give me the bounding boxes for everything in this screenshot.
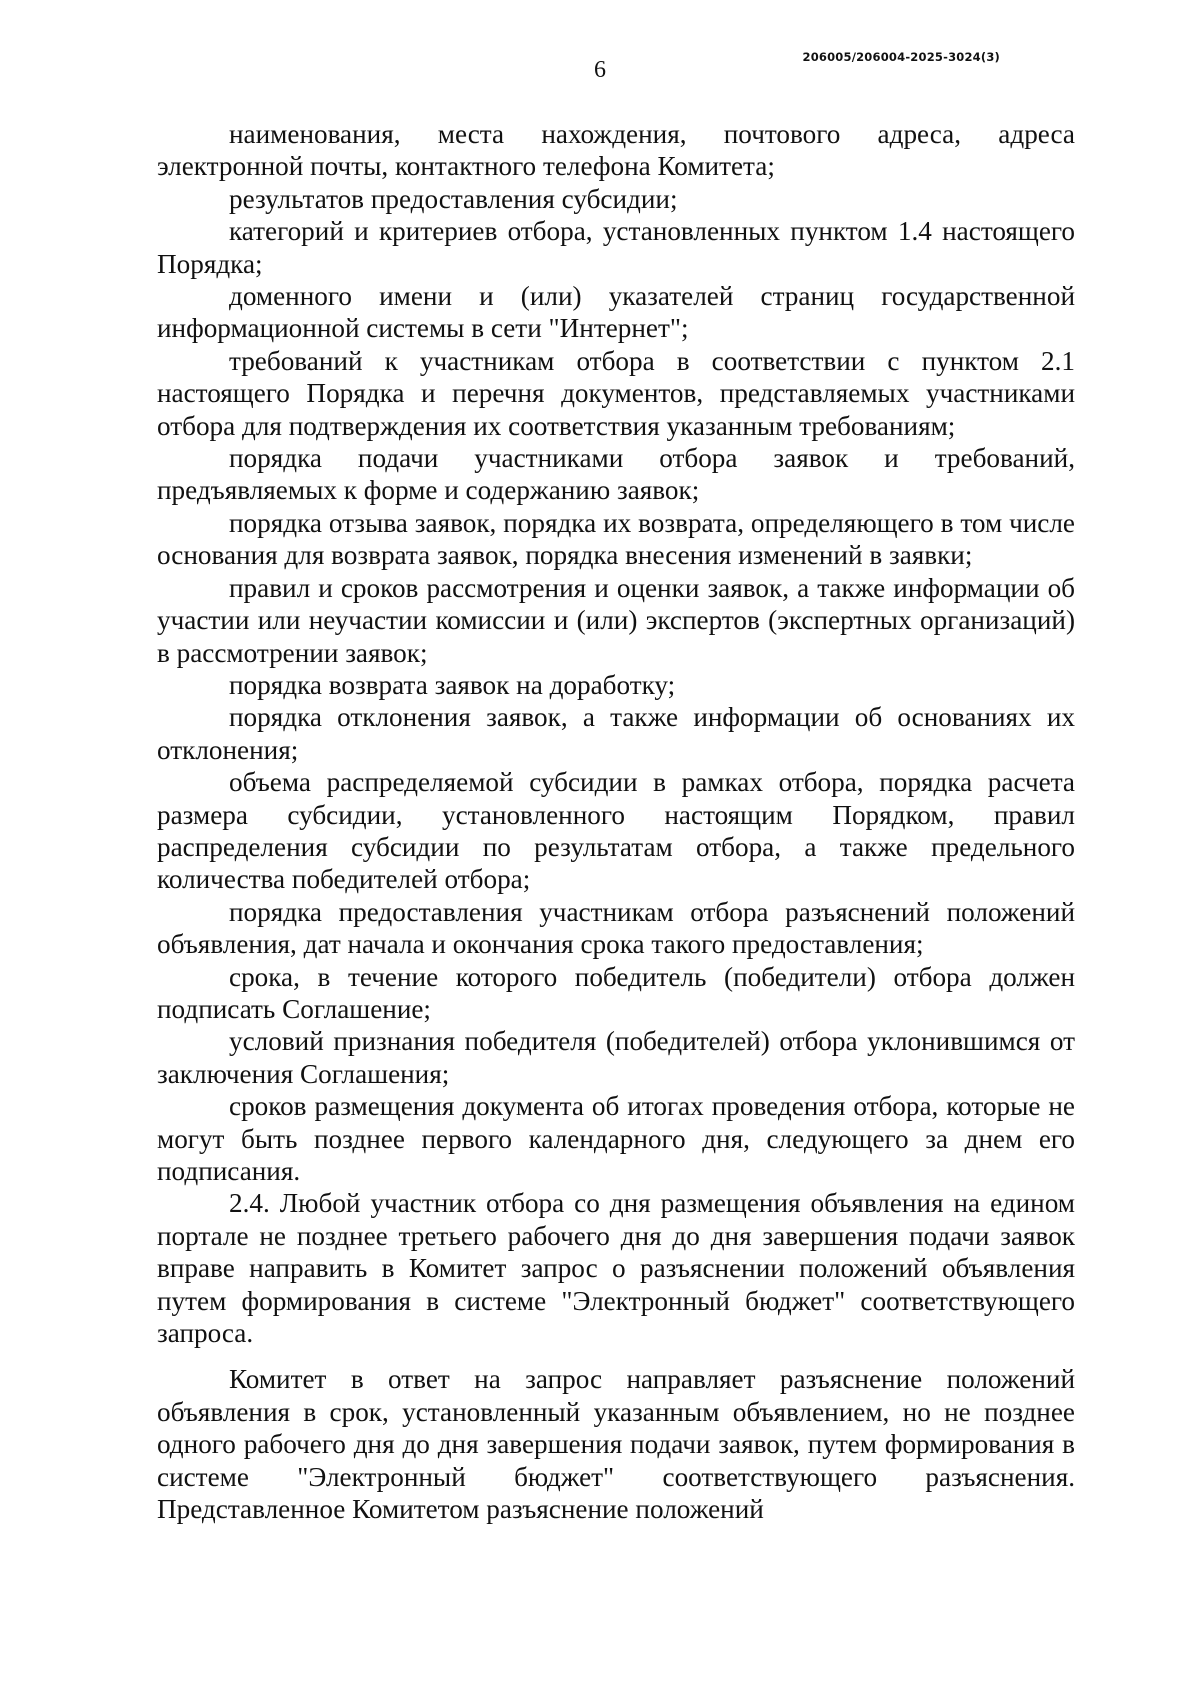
paragraph: порядка отклонения заявок, а также информации об основаниях их отклонения; [157, 702, 1075, 765]
paragraph: доменного имени и (или) указателей страниц государственной информационной системы в сети "Интернет"; [157, 281, 1075, 344]
paragraph: требований к участникам отбора в соответствии с пунктом 2.1 настоящего Порядка и перечня документов, представляемых участниками отбора для подтверждения их соответствия указанным требованиям; [157, 345, 1075, 441]
section-paragraph: 2.4. Любой участник отбора со дня размещения объявления на едином портале не позднее третьего рабочего дня до дня завершения подачи заявок вправе направить в Комитет запрос о разъяснении положений объявления путем формирования в системе "Электронный бюджет" соответствующего запроса. [157, 1188, 1075, 1349]
paragraph: срока, в течение которого победитель (победители) отбора должен подписать Соглашение; [157, 961, 1075, 1024]
document-body [157, 118, 1075, 1525]
document-id: 206005/206004-2025-3024(3) [802, 50, 1000, 64]
paragraph: категорий и критериев отбора, установленных пунктом 1.4 настоящего Порядка; [157, 216, 1075, 279]
paragraph: объема распределяемой субсидии в рамках отбора, порядка расчета размера субсидии, установленного настоящим Порядком, правил распределения субсидии по результатам отбора, а также предельного количества победителей отбора; [157, 767, 1075, 895]
paragraph: результатов предоставления субсидии; [229, 183, 678, 214]
paragraph: Комитет в ответ на запрос направляет разъяснение положений объявления в срок, установленный указанным объявлением, но не позднее одного рабочего дня до дня завершения подачи заявок, путем формирования в системе "Электронный бюджет" соответствующего разъяснения. Представленное Комитетом разъяснение положений [157, 1364, 1075, 1525]
paragraph: наименования, места нахождения, почтового адреса, адреса электронной почты, контактного телефона Комитета; [157, 119, 1075, 182]
paragraph: правил и сроков рассмотрения и оценки заявок, а также информации об участии или неучастии комиссии и (или) экспертов (экспертных организаций) в рассмотрении заявок; [157, 572, 1075, 668]
paragraph: сроков размещения документа об итогах проведения отбора, которые не могут быть позднее первого календарного дня, следующего за днем его подписания. [157, 1091, 1075, 1186]
paragraph: порядка отзыва заявок, порядка их возврата, определяющего в том числе основания для возврата заявок, порядка внесения изменений в заявки; [157, 507, 1075, 571]
paragraph: порядка подачи участниками отбора заявок и требований, предъявляемых к форме и содержанию заявок; [157, 443, 1075, 506]
paragraph: условий признания победителя (победителей) отбора уклонившимся от заключения Соглашения; [157, 1026, 1075, 1089]
paragraph: порядка предоставления участникам отбора разъяснений положений объявления, дат начала и окончания срока такого предоставления; [157, 896, 1075, 960]
page-number: 6 [594, 57, 606, 83]
paragraph: порядка возврата заявок на доработку; [229, 669, 676, 700]
